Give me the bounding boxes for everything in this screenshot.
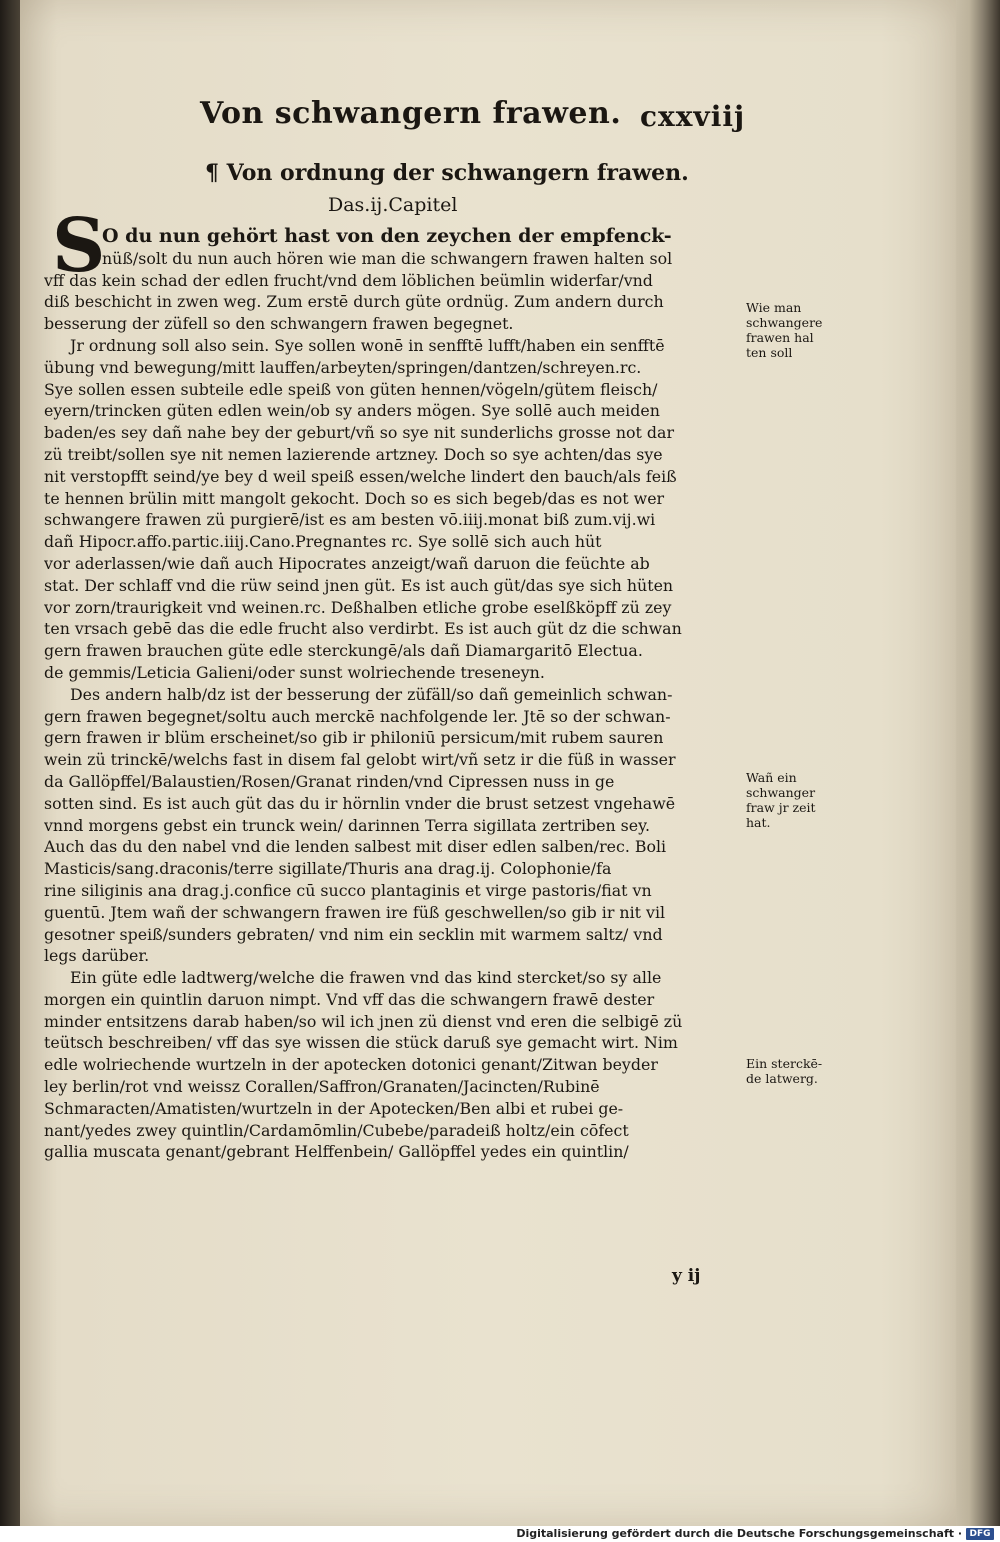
text-line: eyern/trincken güten edlen wein/ob sy anders mögen. Sye sollē auch meiden bbox=[44, 401, 660, 421]
text-line: ten vrsach gebē das die edle frucht also verdirbt. Es ist auch güt dz die schwan bbox=[44, 619, 682, 639]
text-line: Sye sollen essen subteile edle speiß von güten hennen/vögeln/gütem fleisch/ bbox=[44, 379, 658, 399]
text-line: besserung der züfell so den schwangern frawen begegnet. bbox=[44, 314, 514, 334]
folio-number: cxxviij bbox=[640, 100, 746, 133]
text-line: schwangere frawen zü purgierē/ist es am besten vō.iiij.monat biß zum.vij.wi bbox=[44, 510, 656, 530]
marginal-note-line: hat. bbox=[746, 815, 771, 830]
text-line: guentū. Jtem wañ der schwangern frawen ire füß geschwellen/so gib ir nit vil bbox=[44, 902, 666, 922]
text-line: vnnd morgens gebst ein trunck wein/ darinnen Terra sigillata zertriben sey. bbox=[44, 815, 650, 835]
text-line: minder entsitzens darab haben/so wil ich jnen zü dienst vnd eren die selbigē zü bbox=[44, 1011, 683, 1031]
marginal-note-line: schwanger bbox=[746, 785, 816, 800]
drop-cap: S bbox=[52, 203, 106, 289]
text-line: de gemmis/Leticia Galieni/oder sunst wolriechende tresenеyn. bbox=[44, 662, 545, 682]
text-line: nüß/solt du nun auch hören wie man die schwangern frawen halten sol bbox=[102, 248, 673, 268]
text-line: Des andern halb/dz ist der besserung der züfäll/so dañ gemeinlich schwan- bbox=[70, 684, 673, 704]
text-line: wein zü trinckē/welchs fast in disem fal gelobt wirt/vñ setz ir die füß in wasser bbox=[44, 750, 676, 770]
marginal-note-line: Ein sterckē- bbox=[746, 1056, 823, 1071]
text-line: ley berlin/rot vnd weissz Corallen/Saffron/Granaten/Jacincten/Rubinē bbox=[44, 1077, 600, 1097]
text-line: te hennen brülin mitt mangolt gekocht. Doch so es sich begeb/das es not wer bbox=[44, 488, 665, 508]
chapter-number: Das.ij.Capitel bbox=[328, 194, 458, 216]
text-line: Auch das du den nabel vnd die lenden salbest mit diser edlen salben/rec. Boli bbox=[44, 837, 667, 857]
page-edge bbox=[956, 0, 1000, 1526]
text-line: da Gallöpffel/Balaustien/Rosen/Granat rinden/vnd Cipressen nuss in ge bbox=[44, 771, 615, 791]
text-line: gern frawen begegnet/soltu auch merckē nachfolgende ler. Jtē so der schwan- bbox=[44, 706, 671, 726]
binding-shadow bbox=[0, 0, 20, 1526]
marginal-note-line: schwangere bbox=[746, 315, 823, 330]
text-line: teütsch beschreiben/ vff das sye wissen die stück daruß sye gemacht wirt. Nim bbox=[44, 1033, 678, 1053]
text-line: morgen ein quintlin daruon nimpt. Vnd vff das die schwangern frawē dester bbox=[44, 989, 655, 1009]
text-line: Schmaracten/Amatisten/wurtzeln in der Apotecken/Ben albi et rubei ge- bbox=[44, 1098, 624, 1118]
text-line: baden/es sey dañ nahe bey der geburt/vñ so sye nit sunderlichs grosse not dar bbox=[44, 423, 675, 443]
text-line: rine siliginis ana drag.j.confice cū succo plantaginis et virge pastoris/fiat vn bbox=[44, 880, 652, 900]
text-line: nit verstopfft seind/ye bey d weil speiß essen/welche lindert den bauch/als feiß bbox=[44, 466, 677, 486]
body-text bbox=[44, 226, 740, 1163]
marginal-note-1 bbox=[746, 300, 838, 360]
text-line: legs darüber. bbox=[44, 946, 150, 966]
text-line: gallia muscata genant/gebrant Helffenbein/ Gallöpffel yedes ein quintlin/ bbox=[44, 1142, 629, 1162]
text-line: übung vnd bewegung/mitt lauffen/arbeyten/springen/dantzen/schreyen.rc. bbox=[44, 357, 642, 377]
text-line: sotten sind. Es ist auch güt das du ir hörnlin vnder die brust setzest vngehawē bbox=[44, 793, 676, 813]
text-line: gern frawen ir blüm erscheinet/so gib ir philoniū persicum/mit rubem sauren bbox=[44, 728, 664, 748]
marginal-note-line: Wie man bbox=[746, 300, 802, 315]
text-line: zü treibt/sollen sye nit nemen lazierende artzney. Doch so sye achten/das sye bbox=[44, 444, 663, 464]
marginal-note-line: Wañ ein bbox=[746, 770, 797, 785]
text-line: gesotner speiß/sunders gebraten/ vnd nim ein secklin mit warmem saltz/ vnd bbox=[44, 924, 663, 944]
chapter-title: ¶ Von ordnung der schwangern frawen. bbox=[205, 160, 689, 186]
text-line: vff das kein schad der edlen frucht/vnd dem löblichen beümlin widerfar/vnd bbox=[44, 270, 653, 290]
marginal-note-2 bbox=[746, 770, 838, 830]
text-line: dañ Hipocr.affo.partic.iiij.Cano.Pregnantes rc. Sye sollē sich auch hüt bbox=[44, 532, 602, 552]
text-line: Jr ordnung soll also sein. Sye sollen wonē in senfftē lufft/haben ein senfftē bbox=[70, 335, 665, 355]
text-line: vor zorn/traurigkeit vnd weinen.rc. Deßhalben etliche grobe eselßköpff zü zey bbox=[44, 597, 672, 617]
text-line: edle wolriechende wurtzeln in der apotecken dotonici genant/Zitwan beyder bbox=[44, 1055, 658, 1075]
running-head: Von schwangern frawen. bbox=[200, 96, 622, 131]
text-line: Ein güte edle ladtwerg/welche die frawen vnd das kind stercket/so sy alle bbox=[70, 968, 662, 988]
marginal-note-line: ten soll bbox=[746, 345, 793, 360]
funding-credit: Digitalisierung gefördert durch die Deutsche Forschungsgemeinschaft · bbox=[516, 1527, 962, 1540]
text-line: O du nun gehört hast von den zeychen der empfenck- bbox=[102, 226, 672, 247]
text-line: Masticis/sang.draconis/terre sigillate/Thuris ana drag.ij. Colophonie/fa bbox=[44, 859, 612, 879]
text-line: gern frawen brauchen güte edle sterckungē/als dañ Diamargaritō Electua. bbox=[44, 641, 643, 661]
text-line: nant/yedes zwey quintlin/Cardamōmlin/Cubebe/paradeiß holtz/ein cōfect bbox=[44, 1120, 629, 1140]
text-line: vor aderlassen/wie dañ auch Hipocrates anzeigt/wañ daruon die feüchte ab bbox=[44, 553, 650, 573]
marginal-note-line: de latwerg. bbox=[746, 1071, 818, 1086]
signature-mark: y ij bbox=[672, 1266, 701, 1286]
marginal-note-3 bbox=[746, 1056, 838, 1086]
marginal-note-line: fraw jr zeit bbox=[746, 800, 816, 815]
dfg-logo: DFG bbox=[966, 1528, 994, 1540]
text-line: stat. Der schlaff vnd die rüw seind jnen güt. Es ist auch güt/das sye sich hüten bbox=[44, 575, 674, 595]
marginal-note-line: frawen hal bbox=[746, 330, 814, 345]
text-line: diß beschicht in zwen weg. Zum erstē durch güte ordnüg. Zum andern durch bbox=[44, 292, 664, 312]
